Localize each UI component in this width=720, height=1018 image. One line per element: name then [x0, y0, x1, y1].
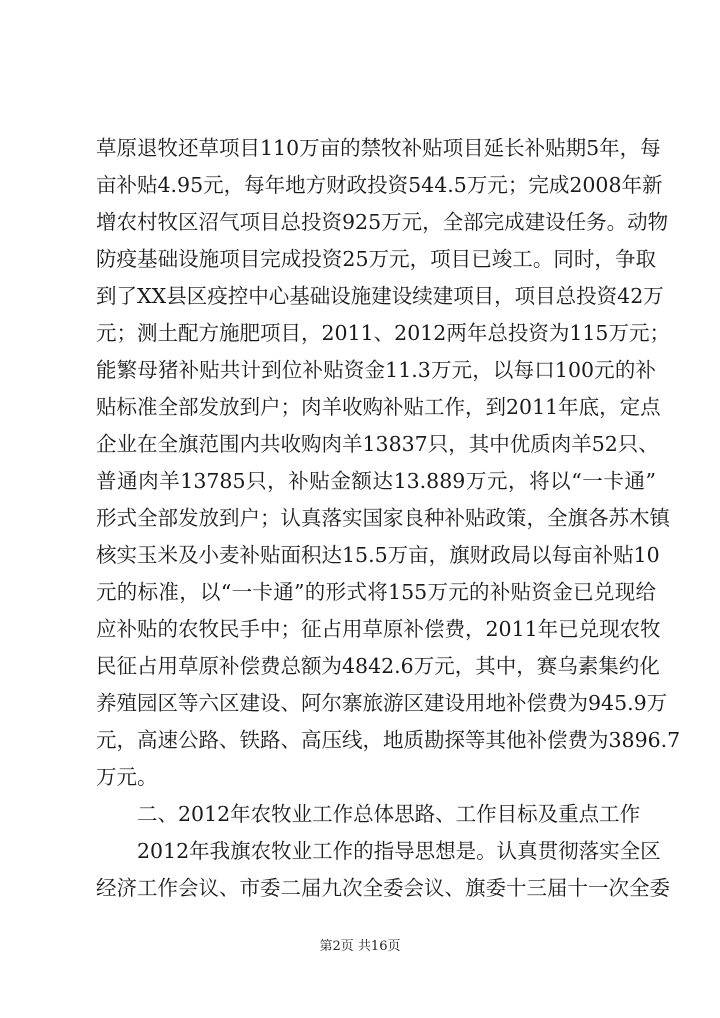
paragraph-line: 能繁母猪补贴共计到位补贴资金11.3万元，以每口100元的补 — [96, 358, 656, 382]
paragraph-line: 元；测土配方施肥项目，2011、2012两年总投资为115万元； — [96, 321, 670, 345]
paragraph-line: 民征占用草原补偿费总额为4842.6万元，其中，赛乌素集约化 — [96, 654, 660, 678]
page-number: 第2页 共16页 — [319, 939, 401, 954]
paragraph-line: 2012年我旗农牧业工作的指导思想是。认真贯彻落实全区 — [137, 839, 661, 863]
paragraph-line: 亩补贴4.95元，每年地方财政投资544.5万元；完成2008年新 — [96, 173, 663, 197]
paragraph-line: 草原退牧还草项目110万亩的禁牧补贴项目延长补贴期5年，每 — [96, 136, 661, 160]
paragraph-line: 元，高速公路、铁路、高压线，地质勘探等其他补偿费为3896.7 — [96, 728, 681, 752]
paragraph-line: 养殖园区等六区建设、阿尔寨旅游区建设用地补偿费为945.9万 — [96, 691, 668, 715]
paragraph-line: 增农村牧区沼气项目总投资925万元，全部完成建设任务。动物 — [96, 210, 669, 234]
section-heading: 二、2012年农牧业工作总体思路、工作目标及重点工作 — [137, 802, 641, 826]
paragraph-line: 企业在全旗范围内共收购肉羊13837只，其中优质肉羊52只、 — [96, 432, 659, 456]
paragraph-line: 到了XX县区疫控中心基础设施建设续建项目，项目总投资42万 — [96, 284, 664, 308]
paragraph-line: 贴标准全部发放到户；肉羊收购补贴工作，到2011年底，定点 — [96, 395, 661, 419]
paragraph-line: 应补贴的农牧民手中；征占用草原补偿费，2011年已兑现农牧 — [96, 617, 661, 641]
paragraph-line: 万元。 — [96, 765, 158, 789]
paragraph-line: 核实玉米及小麦补贴面积达15.5万亩，旗财政局以每亩补贴10 — [96, 543, 660, 567]
paragraph-line: 元的标准，以“一卡通”的形式将155万元的补贴资金已兑现给 — [96, 580, 656, 604]
paragraph-line: 形式全部发放到户；认真落实国家良种补贴政策，全旗各苏木镇 — [96, 506, 670, 530]
paragraph-line: 经济工作会议、市委二届九次全委会议、旗委十三届十一次全委 — [96, 876, 670, 900]
paragraph-line: 普通肉羊13785只，补贴金额达13.889万元，将以“一卡通” — [96, 469, 656, 493]
paragraph-line: 防疫基础设施项目完成投资25万元，项目已竣工。同时，争取 — [96, 247, 656, 271]
